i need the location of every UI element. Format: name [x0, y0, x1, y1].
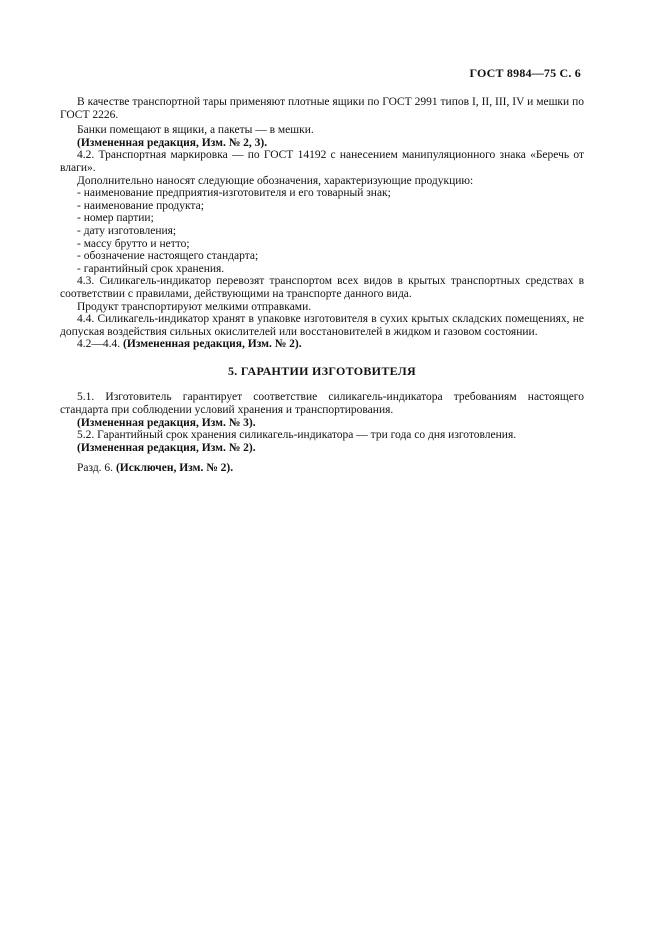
paragraph-small-shipments: Продукт транспортируют мелкими отправками.: [77, 300, 312, 313]
revision-note: (Измененная редакция, Изм. № 3).: [77, 416, 256, 429]
marking-list: [60, 187, 584, 275]
list-item: - гарантийный срок хранения.: [77, 262, 225, 275]
list-item: - номер партии;: [77, 212, 154, 225]
section-6-status: (Исключен, Изм. № 2).: [115, 462, 234, 475]
paragraph-cans-packing: Банки помещают в ящики, а пакеты — в мешки.: [77, 124, 314, 137]
paragraph-5-2: 5.2. Гарантийный срок хранения силикагель-индикатора — три года со дня изготовления.: [77, 429, 517, 442]
section-6-note: [60, 462, 584, 475]
paragraph-4-4: 4.4. Силикагель-индикатор хранят в упаковке изготовителя в сухих крытых складских помещениях, не допуская воздействия сильных окислителей или восстановителей в жидком и газовом состоянии.: [60, 313, 584, 338]
revision-note: (Измененная редакция, Изм. № 2).: [77, 441, 256, 454]
section-title: 5. ГАРАНТИИ ИЗГОТОВИТЕЛЯ: [228, 363, 416, 378]
revision-range: 4.2—4.4.: [77, 338, 121, 351]
list-item: - наименование предприятия-изготовителя и его товарный знак;: [77, 187, 391, 200]
paragraph-4-3: 4.3. Силикагель-индикатор перевозят транспортом всех видов в крытых транспортных средствах в соответствии с правилами, действующими на транспорте данного вида.: [60, 275, 584, 300]
page-header: ГОСТ 8984—75 С. 6: [469, 66, 581, 80]
list-item: - дату изготовления;: [77, 224, 177, 237]
paragraph-4-2: 4.2. Транспортная маркировка — по ГОСТ 14192 с нанесением манипуляционного знака «Беречь от влаги».: [60, 149, 584, 174]
revision-note: (Измененная редакция, Изм. № 2, 3).: [77, 136, 268, 149]
list-item: - обозначение настоящего стандарта;: [77, 250, 259, 263]
paragraph-transport-packaging: В качестве транспортной тары применяют плотные ящики по ГОСТ 2991 типов I, II, III, IV и мешки по ГОСТ 2226.: [60, 96, 584, 121]
list-item: - наименование продукта;: [77, 199, 204, 212]
paragraph-additional-marks: Дополнительно наносят следующие обозначения, характеризующие продукцию:: [77, 174, 474, 187]
revision-text: (Измененная редакция, Изм. № 2).: [123, 338, 302, 351]
document-body: [60, 96, 584, 475]
paragraph-5-1: 5.1. Изготовитель гарантирует соответствие силикагель-индикатора требованиям настоящего стандарта при соблюдении условий хранения и транспортирования.: [60, 391, 584, 417]
list-item: - массу брутто и нетто;: [77, 237, 190, 250]
section-6-label: Разд. 6.: [77, 462, 114, 475]
revision-note-4-2-4-4: [60, 338, 584, 351]
